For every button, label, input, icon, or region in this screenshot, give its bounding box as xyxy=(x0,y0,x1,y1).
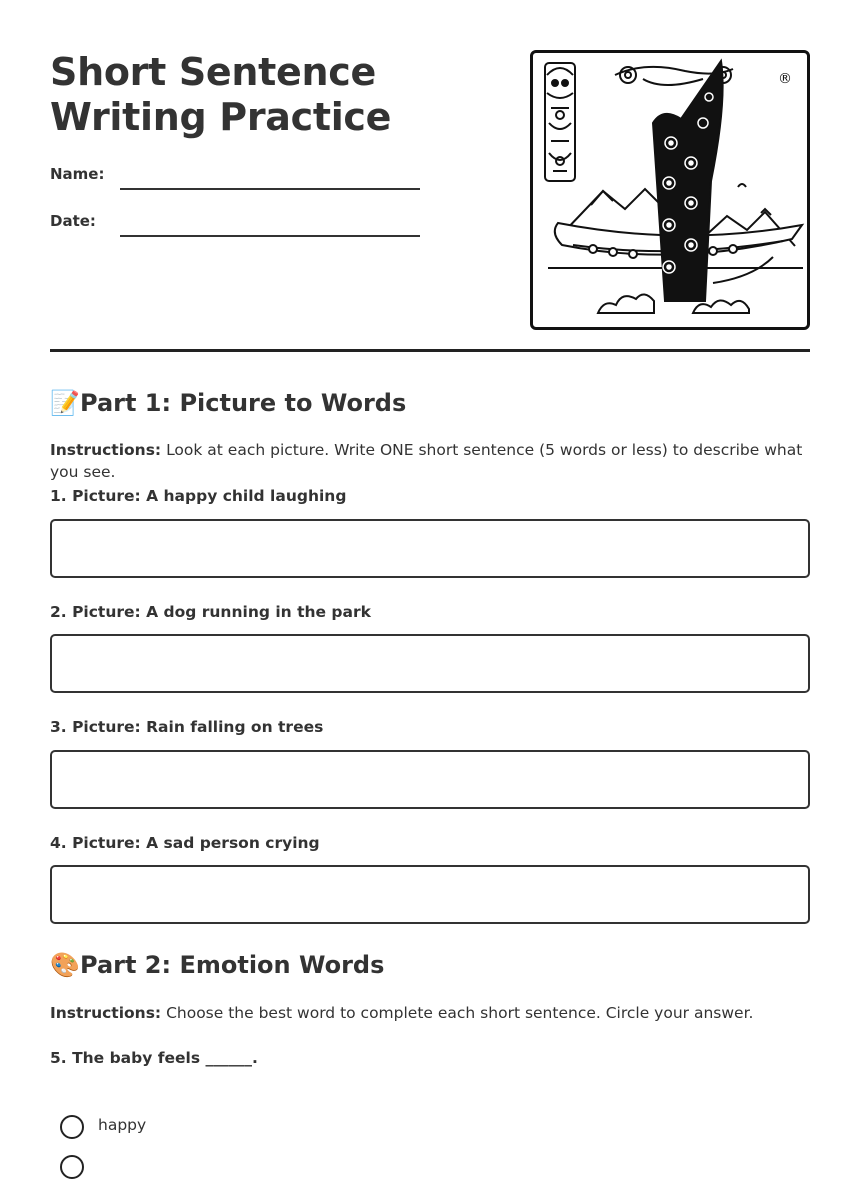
part2-heading xyxy=(50,950,384,980)
part1-heading-text: Part 1: Picture to Words xyxy=(80,389,407,417)
option-happy[interactable] xyxy=(60,1115,360,1141)
question-1-label: 1. Picture: A happy child laughing xyxy=(50,487,347,505)
part2-instructions-label: Instructions: xyxy=(50,1004,162,1022)
date-label: Date: xyxy=(50,212,96,230)
date-line[interactable] xyxy=(120,235,420,237)
radio-circle[interactable] xyxy=(60,1115,84,1139)
answer-box-3[interactable] xyxy=(50,750,810,809)
carved-prow-icon xyxy=(653,61,723,301)
palette-icon: 🎨 xyxy=(50,951,80,979)
question-5-label: 5. The baby feels ______. xyxy=(50,1049,258,1067)
part1-instructions-label: Instructions: xyxy=(50,441,162,459)
part1-instructions xyxy=(50,439,830,483)
registered-mark: ® xyxy=(778,71,792,87)
question-3-label: 3. Picture: Rain falling on trees xyxy=(50,718,324,736)
header-divider xyxy=(50,349,810,352)
totem-icon xyxy=(545,63,575,181)
memo-icon: 📝 xyxy=(50,389,80,417)
answer-box-4[interactable] xyxy=(50,865,810,924)
logo-illustration xyxy=(533,53,807,327)
radio-circle[interactable] xyxy=(60,1155,84,1179)
question-2-label: 2. Picture: A dog running in the park xyxy=(50,603,371,621)
page-title: Short Sentence Writing Practice xyxy=(50,50,392,139)
name-label: Name: xyxy=(50,165,105,183)
option-2[interactable] xyxy=(60,1155,360,1181)
name-line[interactable] xyxy=(120,188,420,190)
part1-heading xyxy=(50,388,406,418)
name-field[interactable] xyxy=(50,160,430,190)
part2-instructions xyxy=(50,1002,830,1024)
answer-box-1[interactable] xyxy=(50,519,810,578)
date-field[interactable] xyxy=(50,207,430,237)
option-label: happy xyxy=(98,1116,147,1134)
part2-heading-text: Part 2: Emotion Words xyxy=(80,951,385,979)
part1-instructions-text: Look at each picture. Write ONE short sentence (5 words or less) to describe what you see. xyxy=(50,441,803,481)
maori-canoe-logo xyxy=(530,50,810,330)
part2-instructions-text: Choose the best word to complete each short sentence. Circle your answer. xyxy=(161,1004,754,1022)
question-4-label: 4. Picture: A sad person crying xyxy=(50,834,320,852)
answer-box-2[interactable] xyxy=(50,634,810,693)
